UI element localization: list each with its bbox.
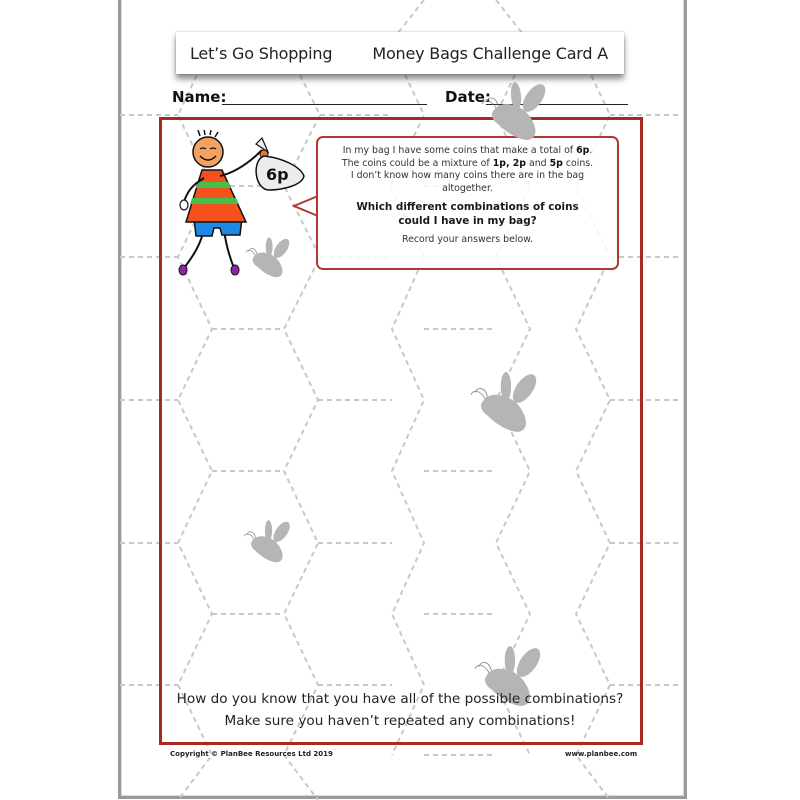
bee-icon xyxy=(478,82,558,142)
topic-title: Let’s Go Shopping xyxy=(190,43,333,63)
card-title: Money Bags Challenge Card A xyxy=(372,43,608,63)
header-banner xyxy=(176,32,624,74)
reflection-question: How do you know that you have all of the possible combinations? xyxy=(176,691,624,707)
bee-icon xyxy=(243,237,298,279)
challenge-question: Which different combinations of coins could I have in my bag? xyxy=(356,201,579,227)
name-field[interactable] xyxy=(222,104,427,105)
speech-bubble xyxy=(316,136,619,270)
name-label: Name: xyxy=(172,88,227,106)
bee-icon xyxy=(466,372,550,434)
website-link[interactable]: www.planbee.com xyxy=(565,750,638,758)
reflection-reminder: Make sure you haven’t repeated any combinations! xyxy=(224,713,576,729)
record-instruction: Record your answers below. xyxy=(401,234,533,246)
problem-line-2: The coins could be a mixture of 1p, 2p and 5p coins. xyxy=(341,157,594,169)
name-date-row xyxy=(172,86,628,110)
problem-line-3: I don’t know how many coins there are in the bag altogether. xyxy=(350,170,585,194)
copyright-notice: Copyright © PlanBee Resources Ltd 2019 xyxy=(170,750,333,758)
bee-icon xyxy=(241,520,299,564)
reflection-prompt xyxy=(170,688,630,732)
bag-label: 6p xyxy=(266,165,289,184)
date-label: Date: xyxy=(445,88,491,106)
problem-line-1: In my bag I have some coins that make a total of 6p. xyxy=(342,145,593,156)
